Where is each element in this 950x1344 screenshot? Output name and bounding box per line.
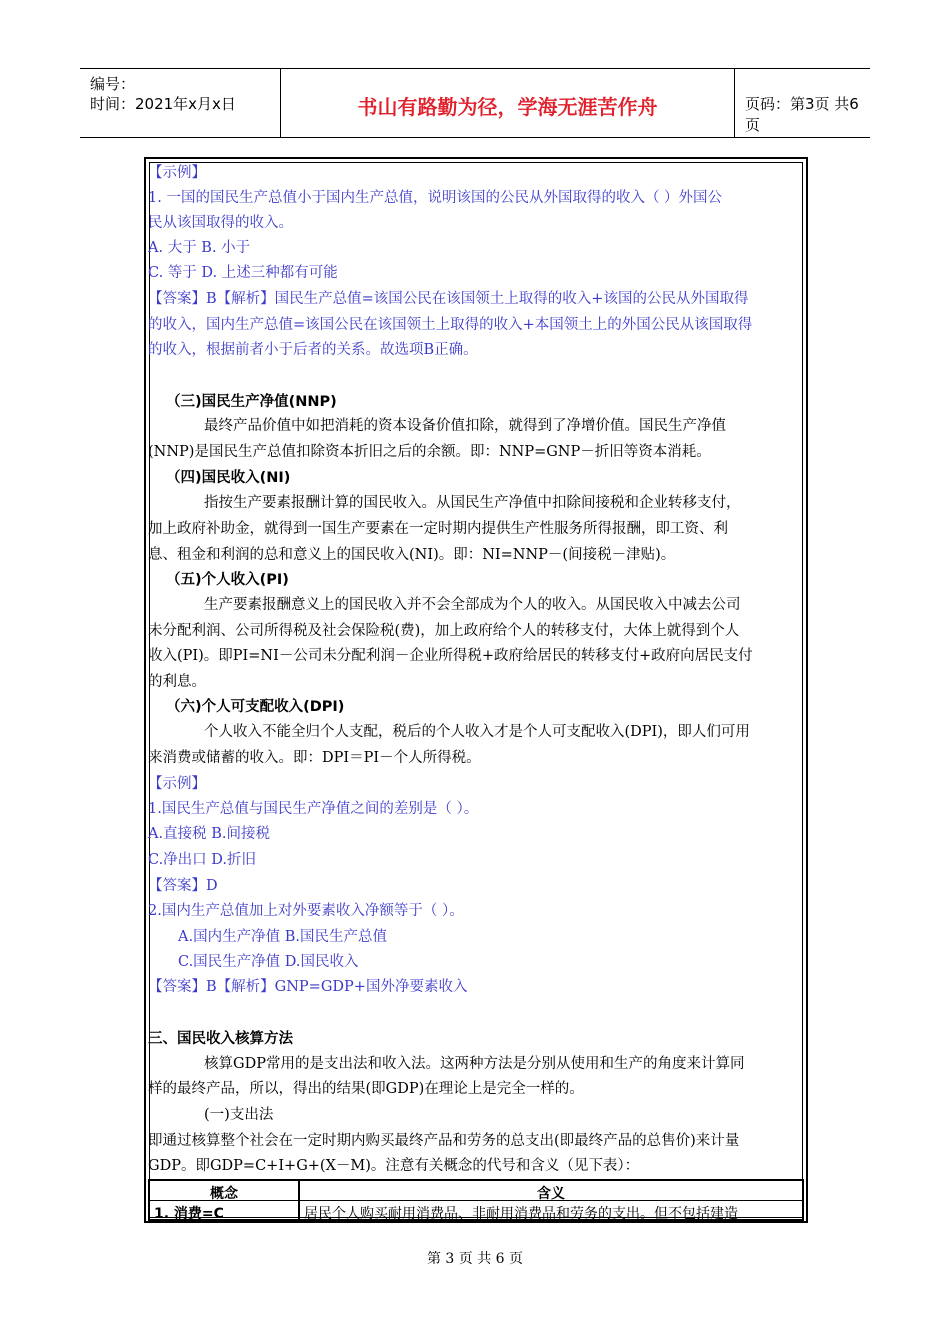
answer-line: 【答案】D bbox=[148, 878, 218, 894]
paragraph-line: GDP。即GDP=C+I+G+(X－M)。注意有关概念的代号和含义（见下表）： bbox=[148, 1158, 640, 1174]
example-option-line: C.净出口 D.折旧 bbox=[148, 852, 257, 868]
example-option-line: A. 大于 B. 小于 bbox=[148, 240, 251, 256]
paragraph-line: 加上政府补助金，就得到一国生产要素在一定时期内提供生产性服务所得报酬，即工资、利 bbox=[148, 521, 728, 537]
table-cell-meaning: 居民个人购买耐用消费品、非耐用消费品和劳务的支出。但不包括建造 bbox=[304, 1206, 738, 1222]
paragraph-line: 息、租金和利润的总和意义上的国民收入(NI)。即：NI=NNP－(间接税－津贴)。 bbox=[148, 547, 676, 563]
paragraph-line: 的利息。 bbox=[148, 674, 206, 690]
document-number-label: 编号： bbox=[90, 75, 136, 93]
header-meta-cell bbox=[80, 69, 280, 137]
header-motto: 书山有路勤为径，学海无涯苦作舟 bbox=[357, 95, 658, 119]
paragraph-line: 核算GDP常用的是支出法和收入法。这两种方法是分别从使用和生产的角度来计算同 bbox=[204, 1056, 745, 1072]
example-question-line: 1. 一国的国民生产总值小于国内生产总值，说明该国的公民从外国取得的收入（ ）外国公 bbox=[148, 190, 723, 206]
answer-line: 的收入，根据前者小于后者的关系。故选项B正确。 bbox=[148, 342, 478, 358]
header-motto-cell bbox=[280, 69, 735, 137]
section-heading-dpi: （六)个人可支配收入(DPI) bbox=[166, 699, 345, 715]
paragraph-line: 个人收入不能全归个人支配，税后的个人收入才是个人可支配收入(DPI)，即人们可用 bbox=[204, 724, 750, 740]
example-option-line: A.国内生产净值 B.国民生产总值 bbox=[178, 929, 387, 945]
answer-line: 的收入，国内生产总值=该国公民在该国领土上取得的收入+本国领土上的外国公民从该国取得 bbox=[148, 317, 753, 333]
paragraph-line: 生产要素报酬意义上的国民收入并不会全部成为个人的收入。从国民收入中减去公司 bbox=[204, 597, 741, 613]
paragraph-line: 最终产品价值中如把消耗的资本设备价值扣除，就得到了净增价值。国民生产净值 bbox=[204, 418, 726, 434]
subsection-heading: (一)支出法 bbox=[204, 1107, 274, 1123]
section-heading-ni: （四)国民收入(NI) bbox=[166, 470, 291, 486]
paragraph-line: 收入(PI)。即PI=NI－公司未分配利润－企业所得税+政府给居民的转移支付+政府向居民支付 bbox=[148, 648, 753, 664]
header-page-cell bbox=[735, 69, 870, 137]
paragraph-line: 指按生产要素报酬计算的国民收入。从国民生产净值中扣除间接税和企业转移支付， bbox=[204, 495, 741, 511]
example-option-line: A.直接税 B.间接税 bbox=[148, 826, 270, 842]
paragraph-line: 未分配利润、公司所得税及社会保险税(费)，加上政府给个人的转移支付，大体上就得到个人 bbox=[148, 623, 740, 639]
paragraph-line: (NNP)是国民生产总值扣除资本折旧之后的余额。即：NNP=GNP－折旧等资本消耗。 bbox=[148, 444, 711, 460]
example-heading: 【示例】 bbox=[148, 776, 206, 792]
example-heading: 【示例】 bbox=[148, 165, 206, 181]
answer-line: 【答案】B【解析】国民生产总值=该国公民在该国领土上取得的收入+该国的公民从外国取得 bbox=[148, 291, 749, 307]
example-option-line: C.国民生产净值 D.国民收入 bbox=[178, 954, 359, 970]
section-heading-accounting: 三、国民收入核算方法 bbox=[148, 1031, 293, 1047]
page-footer: 第 3 页 共 6 页 bbox=[426, 1251, 524, 1267]
paragraph-line: 即通过核算整个社会在一定时期内购买最终产品和劳务的总支出(即最终产品的总售价)来计量 bbox=[148, 1133, 740, 1149]
answer-line: 【答案】B【解析】GNP=GDP+国外净要素收入 bbox=[148, 979, 468, 995]
example-question-line: 2.国内生产总值加上对外要素收入净额等于（ ）。 bbox=[148, 903, 464, 919]
concept-table bbox=[148, 1179, 804, 1221]
example-question-line: 1.国民生产总值与国民生产净值之间的差别是（ ）。 bbox=[148, 801, 479, 817]
table-header-meaning: 含义 bbox=[537, 1186, 565, 1202]
paragraph-line: 来消费或储蓄的收入。即：DPI＝PI－个人所得税。 bbox=[148, 750, 481, 766]
document-date-label: 时间：2021年x月x日 bbox=[90, 95, 236, 113]
example-option-line: C. 等于 D. 上述三种都有可能 bbox=[148, 265, 338, 281]
section-heading-nnp: （三)国民生产净值(NNP) bbox=[166, 394, 337, 410]
section-heading-pi: （五)个人收入(PI) bbox=[166, 572, 289, 588]
page-header bbox=[80, 68, 870, 138]
table-header-concept: 概念 bbox=[210, 1186, 238, 1202]
table-cell-concept: 1. 消费=C bbox=[154, 1206, 224, 1222]
header-page-number: 页码：第3页 共6页 bbox=[745, 95, 859, 134]
example-question-line: 民从该国取得的收入。 bbox=[148, 215, 293, 231]
paragraph-line: 样的最终产品，所以，得出的结果(即GDP)在理论上是完全一样的。 bbox=[148, 1081, 584, 1097]
